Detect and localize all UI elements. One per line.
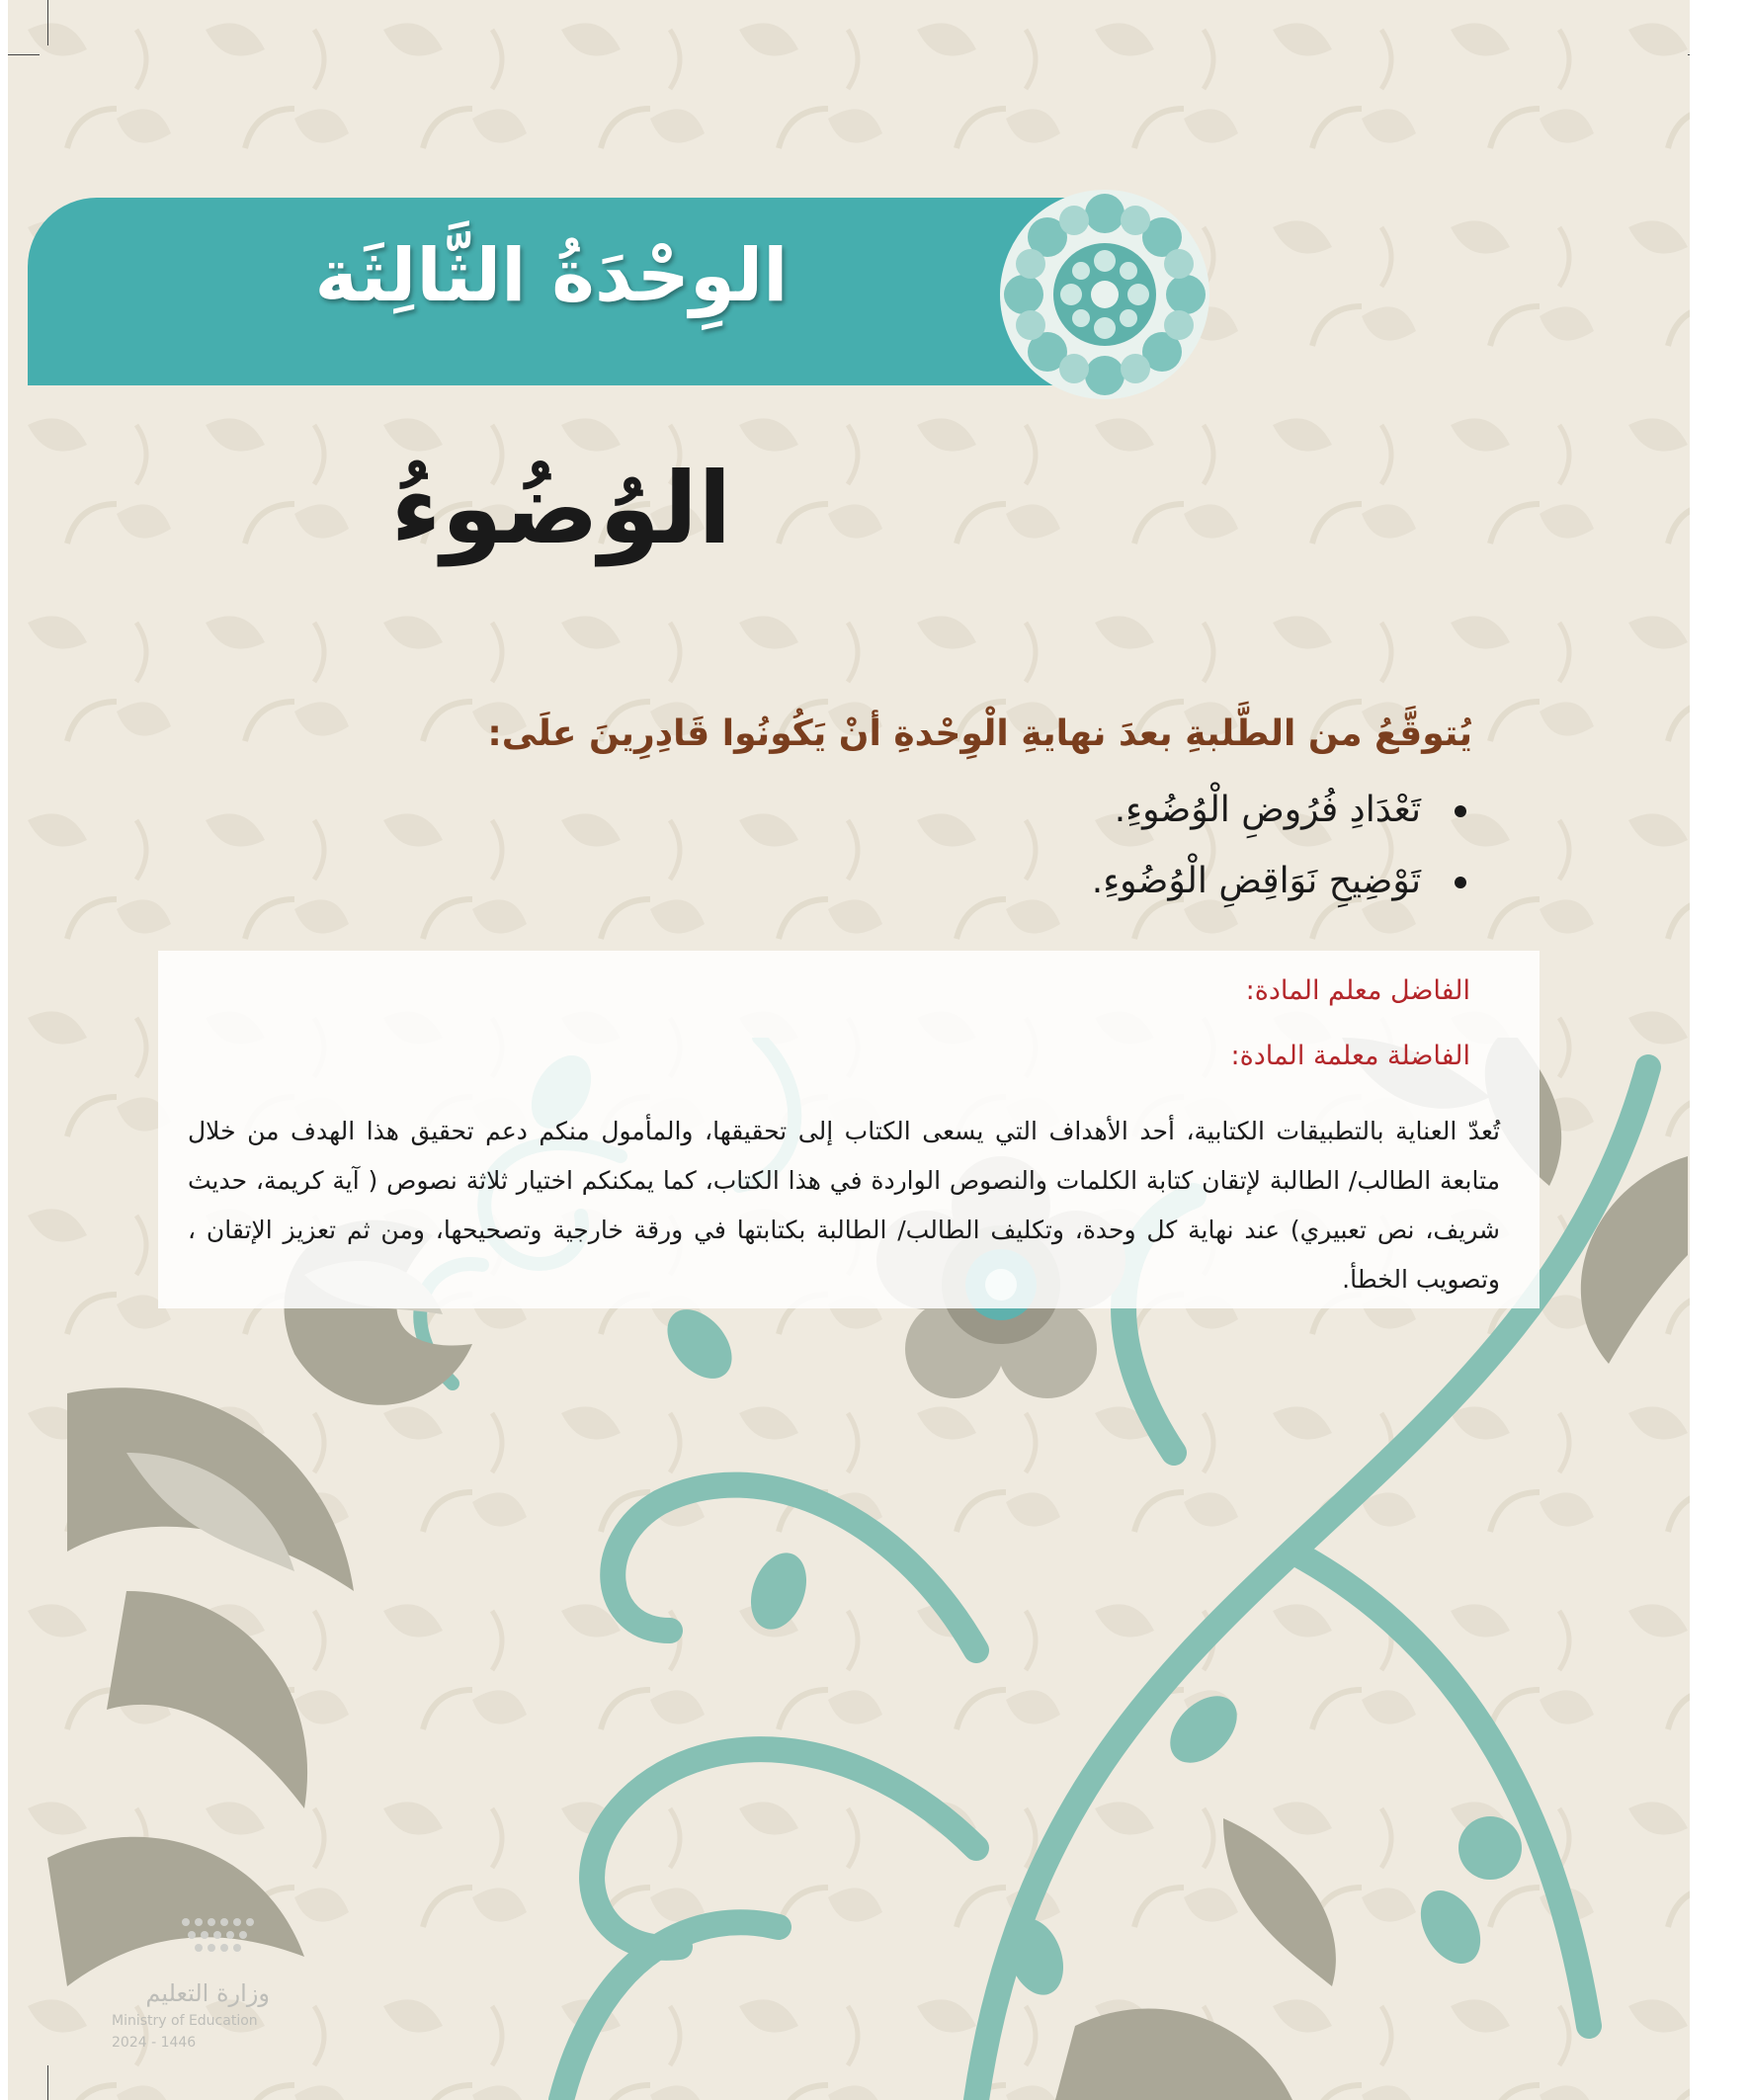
rosette-ornament-icon (996, 186, 1213, 403)
objective-text: تَعْدَادِ فُرُوضِ الْوُضُوءِ. (1114, 790, 1421, 830)
teacher-note-label-female: الفاضلة معلمة المادة: (1230, 1041, 1470, 1071)
ministry-name-arabic: وزارة التعليم (145, 1979, 270, 2007)
crop-mark (8, 54, 40, 55)
crop-mark (47, 2065, 48, 2100)
objective-item (577, 786, 1466, 835)
teacher-note-box (158, 951, 1540, 1308)
teacher-note-label-male: الفاضل معلم المادة: (1245, 975, 1470, 1006)
edition-year: 2024 - 1446 (112, 2035, 197, 2051)
bullet-icon (1455, 877, 1466, 888)
ministry-logo-icon (171, 1902, 270, 1972)
objective-text: تَوْضِيحِ نَوَاقِضِ الْوُضُوءِ. (1091, 861, 1421, 902)
teacher-note-body: تُعدّ العناية بالتطبيقات الكتابية، أحد الأهداف التي يسعى الكتاب إلى تحقيقها، والمأمول منكم دعم تحقيق هذا الهدف من خلال متابعة الطالب/ الطالبة لإتقان كتابة الكلمات والنصوص الواردة في هذا الكتاب، كما يمكنكم اختيار ثلاثة نصوص ( آية كريمة، حديث شريف، نص تعبيري) عند نهاية كل وحدة، وتكليف الطالب/ الطالبة بكتابتها في ورقة خارجية وتصحيحها، ومن ثم تعزيز الإتقان ، وتصويب الخطأ. (188, 1117, 1500, 1294)
objectives-intro: يُتوقَّعُ من الطَّلبةِ بعدَ نهايةِ الْوِحْدةِ أنْ يَكُونُوا قَادِرِينَ علَى: (487, 714, 1472, 754)
crop-mark (47, 0, 48, 45)
crop-mark (1688, 54, 1690, 55)
unit-title: الوِحْدَةُ الثَّالِثَة (314, 233, 789, 318)
ministry-logo (102, 1902, 280, 2080)
objective-item (577, 857, 1466, 906)
book-page (8, 0, 1690, 2100)
ministry-name-english: Ministry of Education (112, 2013, 258, 2029)
bullet-icon (1455, 805, 1466, 817)
objectives-list (577, 786, 1466, 929)
lesson-title: الوُضُوءُ (390, 451, 732, 566)
